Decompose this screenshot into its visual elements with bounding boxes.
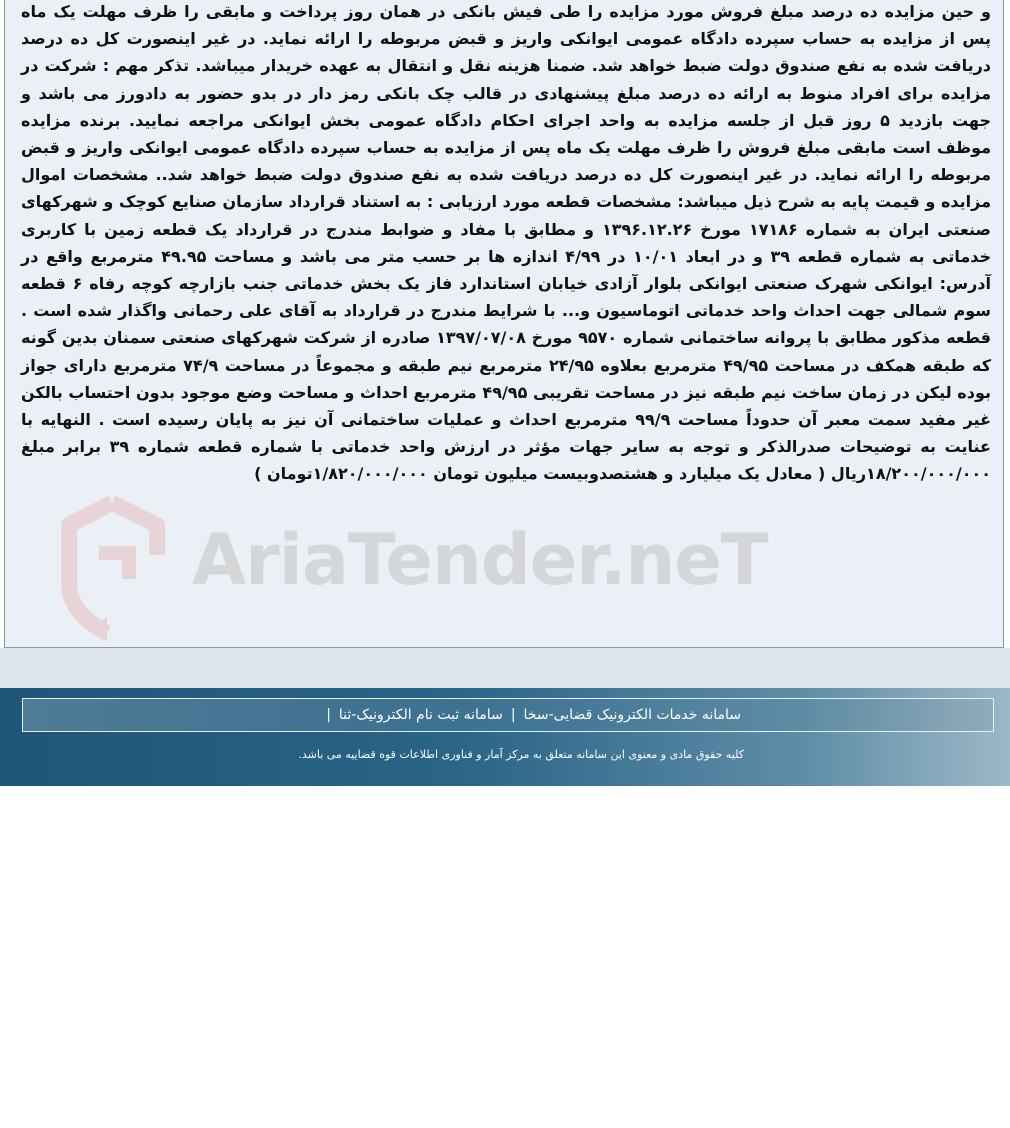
footer-separator: | xyxy=(326,707,331,723)
footer-separator: | xyxy=(510,707,516,723)
copyright-text: کلیه حقوق مادی و معنوی این سامانه متعلق به مرکز آمار و فناوری اطلاعات قوه قضاییه می باشد. xyxy=(298,748,744,761)
watermark xyxy=(57,495,768,645)
announcement-body-text: و حین مزایده ده درصد مبلغ فروش مورد مزایده را طی فیش بانکی در همان روز پرداخت و مابقی را ظرف مهلت یک ماه پس از مزایده به حساب سپرده دادگاه عمومی ایوانکی واریز و قبض مربوطه را ارائه نماید. در غیر اینصورت کل ده درصد دریافت شده به نفع صندوق دولت ضبط خواهد شد. ضمنا هزینه نقل و انتقال به عهده خریدار میباشد. تذکر مهم : شرکت در مزایده برای افراد منوط به ارائه ده درصد مبلغ پیشنهادی در قالب چک بانکی رمز دار در بدو حضور به دادورز می باشد و جهت بازدید ۵ روز قبل از جلسه مزایده به واحد اجرای احکام دادگاه عمومی بخش ایوانکی مراجعه نمایید. برنده مزایده موظف است مابقی مبلغ فروش را ظرف مهلت یک ماه پس از مزایده به حساب سپرده دادگاه عمومی ایوانکی واریز و قبض مربوطه را ارائه نماید. در غیر اینصورت کل ده درصد دریافت شده به نفع صندوق دولت ضبط خواهد شد.. مشخصات اموال مزایده و قیمت پایه به شرح ذیل میباشد: مشخصات قطعه مورد ارزیابی : به استناد قرارداد سازمان صنایع کوچک و شهرکهای صنعتی ایران به شماره ۱۷۱۸۶ مورخ ۱۳۹۶.۱۲.۲۶ و مطابق با مفاد و ضوابط مندرج در قرارداد یک قطعه زمین با کاربری خدماتی به شماره قطعه ۳۹ و در ابعاد ۱۰/۰۱ در ۴/۹۹ اندازه ها بر حسب متر می باشد و مساحت ۴۹.۹۵ مترمربع واقع در آدرس: ایوانکی شهرک صنعتی ایوانکی بلوار آزادی خیابان استاندارد فاز یک بخش خدماتی جنب بازارچه کوچه رفاه ۶ قطعه سوم شمالی جهت احداث واحد خدماتی اتوماسیون و... با شرایط مندرج در قرارداد به آقای علی رحمانی واگذار شده است . قطعه مذکور مطابق با پروانه ساختمانی شماره ۹۵۷۰ مورخ ۱۳۹۷/۰۷/۰۸ صادره از شرکت شهرکهای صنعتی سمنان بدین گونه که طبقه همکف در مساحت ۴۹/۹۵ مترمربع بعلاوه ۲۴/۹۵ مترمربع نیم طبقه و مجموعاً در مساحت ۷۴/۹ مترمربع دارای جواز بوده لیکن در زمان ساخت نیم طبقه نیز در مساحت تقریبی ۴۹/۹۵ مترمربع احداث و مساحت وضع موجود بدون احتساب بالکن غیر مفید سمت معبر آن حدوداً مساحت ۹۹/۹ مترمربع احداث و عملیات ساختمانی آن نیز به پایان رسیده است . النهایه با عنایت به توضیحات صدرالذکر و توجه به سایر جهات مؤثر در ارزش واحد خدماتی با شماره قطعه شماره ۳۹ برابر مبلغ ۱۸/۲۰۰/۰۰۰/۰۰۰ریال ( معادل یک میلیارد و هشتصدوبیست میلیون تومان ۱/۸۲۰/۰۰۰/۰۰۰تومان ) xyxy=(21,2,992,484)
watermark-text: AriaTender.neT xyxy=(192,519,768,601)
footer-links-bar xyxy=(22,698,994,732)
link-sakha-portal[interactable]: سامانه خدمات الکترونیک قضایی-سخا xyxy=(523,707,741,723)
link-sana-registration[interactable]: سامانه ثبت نام الکترونیک-ثنا xyxy=(338,707,503,723)
content-panel xyxy=(4,0,1004,648)
watermark-logo-icon xyxy=(57,495,167,645)
footer xyxy=(0,688,1010,786)
content-footer-gap xyxy=(0,648,1010,688)
